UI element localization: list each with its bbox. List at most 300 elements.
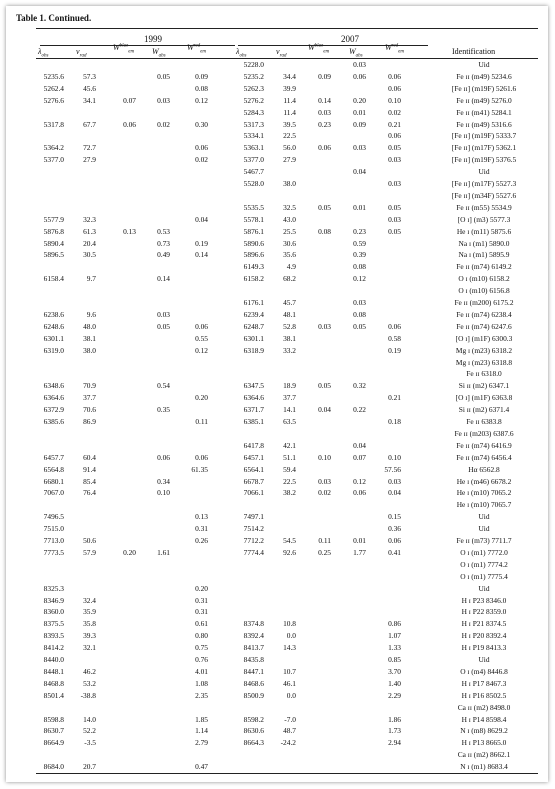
- cell-vrad-2007: 18.9: [283, 381, 296, 391]
- cell-vrad-1999: 70.9: [83, 381, 96, 391]
- cell-vrad-2007: 68.2: [283, 274, 296, 284]
- cell-identification: Fe ɪɪ (m73) 7711.7: [456, 536, 512, 545]
- cell-lambda-obs-1999: 6238.6: [43, 309, 64, 319]
- cell-lambda-obs-1999: 5317.8: [43, 119, 64, 129]
- cell-wred-2007: 0.58: [388, 333, 401, 343]
- cell-lambda-obs-1999: 6385.6: [43, 417, 64, 426]
- cell-wabs-1999: 0.73: [157, 238, 170, 248]
- cell-vrad-2007: 10.7: [283, 666, 296, 676]
- cell-vrad-2007: 34.4: [283, 71, 296, 81]
- cell-lambda-obs-1999: 6372.9: [43, 405, 64, 415]
- cell-vrad-1999: 61.3: [83, 226, 96, 236]
- header-vrad-1999: $v_{rad}$: [76, 47, 87, 59]
- top-rule: [36, 28, 538, 29]
- cell-wred-1999: 1.14: [195, 726, 208, 736]
- cell-lambda-obs-1999: 5364.2: [43, 143, 64, 153]
- table-page: [6, 6, 548, 782]
- cell-lambda-obs-2007: 5317.3: [243, 119, 264, 129]
- year-1999-label: 1999: [144, 34, 162, 44]
- cell-lambda-obs-2007: 7497.1: [243, 512, 264, 522]
- cell-wblue-1999: 0.13: [123, 226, 136, 236]
- cell-lambda-obs-2007: 7066.1: [243, 488, 264, 498]
- cell-lambda-obs-2007: 6248.7: [243, 321, 264, 331]
- cell-identification: [Fe ɪɪ] (m17F) 5362.1: [451, 143, 517, 153]
- cell-wred-1999: 0.19: [195, 238, 208, 248]
- cell-wred-1999: 0.31: [195, 524, 208, 534]
- cell-vrad-1999: 20.7: [83, 762, 96, 772]
- cell-vrad-1999: 48.0: [83, 321, 96, 331]
- cell-identification: O ɪ (m1) 7772.0: [460, 547, 508, 557]
- header-wred-2007: $W^{red}_{em}$: [385, 43, 404, 55]
- cell-wred-2007: 1.73: [388, 726, 401, 736]
- cell-vrad-1999: 67.7: [83, 119, 96, 129]
- cell-wblue-2007: 0.03: [318, 107, 331, 117]
- cell-wred-1999: 1.08: [195, 678, 208, 688]
- cell-vrad-1999: 32.4: [83, 595, 96, 605]
- cell-wred-1999: 2.35: [195, 690, 208, 700]
- cell-vrad-2007: -7.0: [284, 714, 296, 724]
- cell-lambda-obs-2007: 5334.1: [243, 131, 264, 141]
- cell-wabs-1999: 0.06: [157, 452, 170, 462]
- cell-lambda-obs-2007: 5363.1: [243, 143, 264, 153]
- cell-lambda-obs-2007: 5876.1: [243, 226, 264, 236]
- cell-wred-1999: 0.08: [195, 83, 208, 93]
- cell-wblue-2007: 0.03: [318, 321, 331, 331]
- cell-lambda-obs-2007: 6318.9: [243, 345, 264, 355]
- cell-lambda-obs-1999: 8684.0: [43, 762, 64, 772]
- cell-wblue-1999: 0.06: [123, 119, 136, 129]
- cell-vrad-2007: 39.5: [283, 119, 296, 129]
- cell-lambda-obs-1999: 7713.0: [43, 536, 64, 545]
- cell-identification: He ɪ (m46) 6678.2: [456, 476, 512, 486]
- header-lambda-obs-1999: $\lambda_{obs}$: [38, 47, 49, 59]
- bottom-rule: [36, 773, 538, 774]
- cell-vrad-1999: 37.7: [83, 393, 96, 403]
- cell-vrad-1999: 45.6: [83, 83, 96, 93]
- cell-vrad-1999: 53.2: [83, 678, 96, 688]
- cell-wred-2007: 0.19: [388, 345, 401, 355]
- cell-identification: Fe ɪɪ (m55) 5534.9: [456, 202, 512, 212]
- cell-identification: Fe ɪɪ (m49) 5316.6: [456, 119, 512, 129]
- cell-identification: [O ɪ] (m1F) 6300.3: [455, 333, 513, 343]
- cell-vrad-1999: 86.9: [83, 417, 96, 426]
- header-wabs-2007: $W_{abs}$: [349, 47, 363, 59]
- cell-wabs-2007: 0.39: [353, 250, 366, 260]
- cell-vrad-2007: 0.0: [286, 690, 296, 700]
- cell-wred-2007: 0.06: [388, 71, 401, 81]
- cell-lambda-obs-1999: 8393.5: [43, 631, 64, 641]
- cell-identification: Fe ɪɪ (m49) 5234.6: [456, 71, 512, 81]
- cell-vrad-1999: 76.4: [83, 488, 96, 498]
- cell-lambda-obs-2007: 5896.6: [243, 250, 264, 260]
- cell-vrad-2007: 54.5: [283, 536, 296, 545]
- cell-identification: Ca ɪɪ (m2) 8662.1: [457, 750, 511, 760]
- header-wabs-1999: $W_{abs}$: [152, 47, 166, 59]
- cell-wred-1999: 0.61: [195, 619, 208, 629]
- cell-vrad-2007: 22.5: [283, 476, 296, 486]
- cell-vrad-2007: 45.7: [283, 298, 296, 307]
- cell-vrad-1999: 20.4: [83, 238, 96, 248]
- cell-identification: Fe ɪɪ 6383.8: [466, 417, 502, 426]
- cell-vrad-2007: 56.0: [283, 143, 296, 153]
- cell-lambda-obs-2007: 8664.3: [243, 738, 264, 748]
- cell-vrad-2007: 43.0: [283, 214, 296, 224]
- cell-identification: [Fe ɪɪ] (m17F) 5527.3: [451, 179, 517, 188]
- cell-identification: Fe ɪɪ (m74) 6238.4: [456, 309, 512, 319]
- cell-wred-2007: 1.07: [388, 631, 401, 641]
- cell-lambda-obs-1999: 6364.6: [43, 393, 64, 403]
- cell-wred-1999: 0.06: [195, 321, 208, 331]
- cell-wabs-2007: 0.32: [353, 381, 366, 391]
- cell-vrad-2007: -24.2: [280, 738, 296, 748]
- cell-lambda-obs-2007: 6158.2: [243, 274, 264, 284]
- cell-lambda-obs-2007: 5377.0: [243, 155, 264, 165]
- cell-vrad-2007: 38.0: [283, 179, 296, 188]
- cell-wabs-1999: 0.14: [157, 274, 170, 284]
- cell-lambda-obs-1999: 6564.8: [43, 464, 64, 474]
- cell-lambda-obs-1999: 7515.0: [43, 524, 64, 534]
- cell-lambda-obs-2007: 8630.6: [243, 726, 264, 736]
- cell-identification: Fe ɪɪ (m203) 6387.6: [454, 428, 514, 438]
- cell-wred-1999: 2.79: [195, 738, 208, 748]
- cell-lambda-obs-2007: 5535.5: [243, 202, 264, 212]
- cell-lambda-obs-2007: 6239.4: [243, 309, 264, 319]
- cell-identification: Fe ɪɪ (m74) 6456.4: [456, 452, 512, 462]
- cell-lambda-obs-1999: 5377.0: [43, 155, 64, 165]
- cell-lambda-obs-2007: 5528.0: [243, 179, 264, 188]
- cell-vrad-1999: 57.9: [83, 547, 96, 557]
- cell-identification: H ɪ P14 8598.4: [461, 714, 507, 724]
- cell-vrad-2007: 32.5: [283, 202, 296, 212]
- header-rule: [36, 58, 538, 59]
- header-lambda-obs-2007: $\lambda_{obs}$: [236, 47, 247, 59]
- cell-vrad-1999: 32.1: [83, 643, 96, 653]
- cell-lambda-obs-2007: 6371.7: [243, 405, 264, 415]
- cell-identification: [Fe ɪɪ] (m19F) 5376.5: [451, 155, 517, 165]
- cell-vrad-1999: 72.7: [83, 143, 96, 153]
- cell-vrad-1999: 52.2: [83, 726, 96, 736]
- cell-identification: Mg ɪ (m23) 6318.8: [455, 357, 513, 367]
- cell-wred-2007: 0.06: [388, 321, 401, 331]
- cell-lambda-obs-1999: 8630.7: [43, 726, 64, 736]
- cell-wabs-2007: 0.01: [353, 107, 366, 117]
- cell-vrad-2007: 33.2: [283, 345, 296, 355]
- cell-identification: Fe ɪɪ (m41) 5284.1: [456, 107, 512, 117]
- cell-wred-2007: 0.41: [388, 547, 401, 557]
- cell-vrad-1999: 38.1: [83, 333, 96, 343]
- cell-wred-2007: 0.85: [388, 655, 401, 664]
- cell-wred-2007: 0.86: [388, 619, 401, 629]
- cell-vrad-2007: 46.1: [283, 678, 296, 688]
- cell-vrad-1999: 30.5: [83, 250, 96, 260]
- cell-wred-2007: 1.40: [388, 678, 401, 688]
- cell-vrad-2007: 14.3: [283, 643, 296, 653]
- cell-wred-1999: 0.47: [195, 762, 208, 772]
- cell-wred-1999: 0.26: [195, 536, 208, 545]
- cell-identification: N ɪ (m8) 8629.2: [460, 726, 508, 736]
- cell-wblue-2007: 0.08: [318, 226, 331, 236]
- cell-wred-2007: 1.33: [388, 643, 401, 653]
- cell-vrad-2007: 37.7: [283, 393, 296, 403]
- cell-wred-1999: 0.09: [195, 71, 208, 81]
- cell-wabs-1999: 1.61: [157, 547, 170, 557]
- cell-lambda-obs-1999: 7067.0: [43, 488, 64, 498]
- cell-lambda-obs-2007: 6176.1: [243, 298, 264, 307]
- cell-identification: O ɪ (m10) 6156.8: [458, 286, 510, 296]
- cell-identification: H ɪ P20 8392.4: [461, 631, 507, 641]
- cell-lambda-obs-1999: 6248.6: [43, 321, 64, 331]
- cell-wblue-2007: 0.06: [318, 143, 331, 153]
- cell-lambda-obs-2007: 5467.7: [243, 167, 264, 177]
- cell-wred-2007: 0.03: [388, 214, 401, 224]
- cell-identification: Fe ɪɪ (m74) 6416.9: [456, 440, 512, 450]
- cell-lambda-obs-1999: 5896.5: [43, 250, 64, 260]
- cell-wblue-2007: 0.02: [318, 488, 331, 498]
- cell-wred-2007: 0.06: [388, 83, 401, 93]
- cell-identification: H ɪ P23 8346.0: [461, 595, 507, 605]
- header-vrad-2007: $v_{rad}$: [276, 47, 287, 59]
- cell-wabs-2007: 0.01: [353, 536, 366, 545]
- cell-identification: O ɪ (m1) 7775.4: [460, 571, 508, 581]
- cell-wabs-2007: 0.12: [353, 274, 366, 284]
- cell-wabs-2007: 0.05: [353, 321, 366, 331]
- cell-lambda-obs-2007: 6301.1: [243, 333, 264, 343]
- cell-wabs-1999: 0.35: [157, 405, 170, 415]
- cell-wblue-2007: 0.10: [318, 452, 331, 462]
- cell-wabs-2007: 0.20: [353, 95, 366, 105]
- cell-lambda-obs-2007: 8413.7: [243, 643, 264, 653]
- cell-identification: [O ɪ] (m3) 5577.3: [457, 214, 511, 224]
- cell-vrad-1999: 9.6: [86, 309, 96, 319]
- cell-lambda-obs-1999: 6301.1: [43, 333, 64, 343]
- cell-wabs-2007: 0.59: [353, 238, 366, 248]
- header-identification: Identification: [452, 47, 496, 56]
- cell-vrad-1999: 50.6: [83, 536, 96, 545]
- cell-lambda-obs-1999: 7496.5: [43, 512, 64, 522]
- cell-wabs-2007: 0.06: [353, 488, 366, 498]
- cell-identification: O ɪ (m4) 8446.8: [460, 666, 508, 676]
- cell-wblue-1999: 0.07: [123, 95, 136, 105]
- cell-identification: Uid: [478, 60, 490, 69]
- cell-wred-2007: 0.05: [388, 202, 401, 212]
- cell-identification: He ɪ (m10) 7065.7: [456, 500, 512, 510]
- cell-vrad-1999: 38.0: [83, 345, 96, 355]
- cell-vrad-1999: 85.4: [83, 476, 96, 486]
- cell-identification: O ɪ (m1) 7774.2: [460, 559, 508, 569]
- cell-vrad-2007: 35.6: [283, 250, 296, 260]
- cell-wabs-2007: 1.77: [353, 547, 366, 557]
- cell-lambda-obs-1999: 6457.7: [43, 452, 64, 462]
- cell-vrad-1999: 39.3: [83, 631, 96, 641]
- cell-wabs-2007: 0.08: [353, 309, 366, 319]
- cell-wabs-1999: 0.03: [157, 309, 170, 319]
- cell-lambda-obs-1999: 5577.9: [43, 214, 64, 224]
- cell-vrad-2007: 38.1: [283, 333, 296, 343]
- cell-lambda-obs-2007: 5262.3: [243, 83, 264, 93]
- cell-lambda-obs-1999: 6158.4: [43, 274, 64, 284]
- cell-wred-1999: 0.04: [195, 214, 208, 224]
- cell-lambda-obs-1999: 8414.2: [43, 643, 64, 653]
- year-2007-label: 2007: [341, 34, 359, 44]
- cell-lambda-obs-1999: 8360.0: [43, 607, 64, 617]
- cell-wabs-2007: 0.04: [353, 167, 366, 177]
- cell-wred-1999: 0.30: [195, 119, 208, 129]
- cell-identification: [Fe ɪɪ] (m19F) 5333.7: [451, 131, 517, 141]
- cell-wabs-2007: 0.03: [353, 143, 366, 153]
- cell-wblue-2007: 0.05: [318, 202, 331, 212]
- cell-lambda-obs-1999: 8501.4: [43, 690, 64, 700]
- cell-wred-1999: 0.31: [195, 607, 208, 617]
- cell-lambda-obs-2007: 5284.3: [243, 107, 264, 117]
- cell-vrad-2007: 48.1: [283, 309, 296, 319]
- cell-wred-2007: 2.29: [388, 690, 401, 700]
- cell-vrad-2007: 38.2: [283, 488, 296, 498]
- cell-vrad-2007: 39.9: [283, 83, 296, 93]
- cell-vrad-1999: 14.0: [83, 714, 96, 724]
- cell-lambda-obs-2007: 6457.1: [243, 452, 264, 462]
- cell-vrad-2007: 51.1: [283, 452, 296, 462]
- cell-wblue-2007: 0.09: [318, 71, 331, 81]
- cell-lambda-obs-2007: 5235.2: [243, 71, 264, 81]
- cell-lambda-obs-1999: 6680.1: [43, 476, 64, 486]
- cell-identification: Uid: [478, 167, 490, 177]
- cell-lambda-obs-1999: 5276.6: [43, 95, 64, 105]
- cell-wabs-2007: 0.09: [353, 119, 366, 129]
- cell-vrad-2007: 10.8: [283, 619, 296, 629]
- cell-wred-1999: 0.12: [195, 95, 208, 105]
- cell-lambda-obs-1999: 8448.1: [43, 666, 64, 676]
- cell-vrad-1999: 34.1: [83, 95, 96, 105]
- cell-wred-2007: 0.21: [388, 119, 401, 129]
- cell-wabs-1999: 0.03: [157, 95, 170, 105]
- cell-wred-1999: 61.35: [191, 464, 208, 474]
- cell-wred-2007: 2.94: [388, 738, 401, 748]
- cell-wred-1999: 1.85: [195, 714, 208, 724]
- cell-vrad-1999: 32.3: [83, 214, 96, 224]
- cell-identification: H ɪ P22 8359.0: [461, 607, 507, 617]
- cell-identification: Fe ɪɪ (m49) 5276.0: [456, 95, 512, 105]
- cell-lambda-obs-2007: 5890.6: [243, 238, 264, 248]
- cell-identification: Ca ɪɪ (m2) 8498.0: [457, 702, 511, 712]
- cell-wred-1999: 0.06: [195, 143, 208, 153]
- cell-wabs-1999: 0.05: [157, 321, 170, 331]
- cell-wred-1999: 0.20: [195, 393, 208, 403]
- cell-lambda-obs-2007: 5228.0: [243, 60, 264, 69]
- cell-lambda-obs-2007: 8500.9: [243, 690, 264, 700]
- cell-lambda-obs-2007: 6678.7: [243, 476, 264, 486]
- cell-wred-2007: 0.10: [388, 452, 401, 462]
- cell-identification: Uid: [478, 655, 490, 664]
- cell-identification: Mg ɪ (m23) 6318.2: [455, 345, 513, 355]
- cell-vrad-1999: 60.4: [83, 452, 96, 462]
- cell-wred-1999: 0.13: [195, 512, 208, 522]
- cell-wblue-1999: 0.20: [123, 547, 136, 557]
- cell-wred-2007: 0.02: [388, 107, 401, 117]
- cell-identification: Na ɪ (m1) 5890.0: [458, 238, 510, 248]
- cell-identification: O ɪ (m10) 6158.2: [458, 274, 510, 284]
- cell-lambda-obs-1999: 8375.5: [43, 619, 64, 629]
- cell-wred-2007: 0.21: [388, 393, 401, 403]
- cell-wred-2007: 0.36: [388, 524, 401, 534]
- cell-lambda-obs-2007: 7514.2: [243, 524, 264, 534]
- cell-lambda-obs-1999: 7773.5: [43, 547, 64, 557]
- cell-lambda-obs-1999: 5890.4: [43, 238, 64, 248]
- cell-wred-2007: 0.04: [388, 488, 401, 498]
- cell-wred-2007: 0.18: [388, 417, 401, 426]
- cell-wblue-2007: 0.05: [318, 381, 331, 391]
- cell-vrad-2007: 52.8: [283, 321, 296, 331]
- cell-wabs-2007: 0.22: [353, 405, 366, 415]
- cell-wred-2007: 57.56: [384, 464, 401, 474]
- cell-identification: [Fe ɪɪ] (m34F) 5527.6: [451, 190, 517, 200]
- cell-wabs-1999: 0.02: [157, 119, 170, 129]
- cell-vrad-2007: 63.5: [283, 417, 296, 426]
- cell-wabs-2007: 0.03: [353, 60, 366, 69]
- cell-identification: H ɪ P16 8502.5: [461, 690, 507, 700]
- cell-wabs-2007: 0.12: [353, 476, 366, 486]
- cell-wblue-2007: 0.25: [318, 547, 331, 557]
- cell-lambda-obs-1999: 5262.4: [43, 83, 64, 93]
- cell-identification: Fe ɪɪ 6318.0: [466, 369, 502, 379]
- cell-wred-1999: 0.20: [195, 583, 208, 593]
- cell-vrad-1999: -3.5: [84, 738, 96, 748]
- cell-lambda-obs-1999: 6348.6: [43, 381, 64, 391]
- cell-wred-2007: 0.05: [388, 143, 401, 153]
- cell-vrad-2007: 27.9: [283, 155, 296, 165]
- cell-wred-2007: 1.86: [388, 714, 401, 724]
- cell-identification: H ɪ P17 8467.3: [461, 678, 507, 688]
- cell-identification: H ɪ P21 8374.5: [461, 619, 507, 629]
- cell-wred-2007: 3.70: [388, 666, 401, 676]
- cell-wred-1999: 4.01: [195, 666, 208, 676]
- cell-wred-1999: 0.55: [195, 333, 208, 343]
- cell-identification: H ɪ P13 8665.0: [461, 738, 507, 748]
- header-wblue-2007: $W^{blue}_{em}$: [308, 43, 330, 55]
- cell-lambda-obs-2007: 7712.2: [243, 536, 264, 545]
- cell-identification: H ɪ P19 8413.3: [461, 643, 507, 653]
- cell-identification: Fe ɪɪ (m74) 6149.2: [456, 262, 512, 272]
- cell-wred-1999: 0.75: [195, 643, 208, 653]
- cell-identification: Hα 6562.8: [468, 464, 500, 474]
- cell-wabs-1999: 0.49: [157, 250, 170, 260]
- cell-wred-2007: 0.10: [388, 95, 401, 105]
- cell-vrad-1999: 35.9: [83, 607, 96, 617]
- cell-wabs-2007: 0.23: [353, 226, 366, 236]
- cell-wblue-2007: 0.04: [318, 405, 331, 415]
- cell-vrad-2007: 59.4: [283, 464, 296, 474]
- cell-lambda-obs-1999: 5235.6: [43, 71, 64, 81]
- cell-wred-2007: 0.03: [388, 155, 401, 165]
- cell-lambda-obs-1999: 8664.9: [43, 738, 64, 748]
- cell-wabs-1999: 0.53: [157, 226, 170, 236]
- cell-vrad-2007: 4.9: [286, 262, 296, 272]
- cell-identification: Fe ɪɪ (m200) 6175.2: [454, 298, 514, 307]
- cell-wred-2007: 0.06: [388, 131, 401, 141]
- cell-identification: [O ɪ] (m1F) 6363.8: [455, 393, 513, 403]
- cell-wabs-1999: 0.34: [157, 476, 170, 486]
- cell-wred-1999: 0.76: [195, 655, 208, 664]
- cell-lambda-obs-2007: 6417.8: [243, 440, 264, 450]
- cell-wblue-2007: 0.23: [318, 119, 331, 129]
- cell-identification: Na ɪ (m1) 5895.9: [458, 250, 510, 260]
- cell-lambda-obs-2007: 6564.1: [243, 464, 264, 474]
- cell-wred-2007: 0.05: [388, 226, 401, 236]
- header-wblue-1999: $W^{blue}_{em}$: [113, 43, 135, 55]
- cell-vrad-2007: 11.4: [283, 95, 296, 105]
- cell-wred-1999: 0.31: [195, 595, 208, 605]
- cell-identification: Uid: [478, 524, 490, 534]
- cell-vrad-2007: 25.5: [283, 226, 296, 236]
